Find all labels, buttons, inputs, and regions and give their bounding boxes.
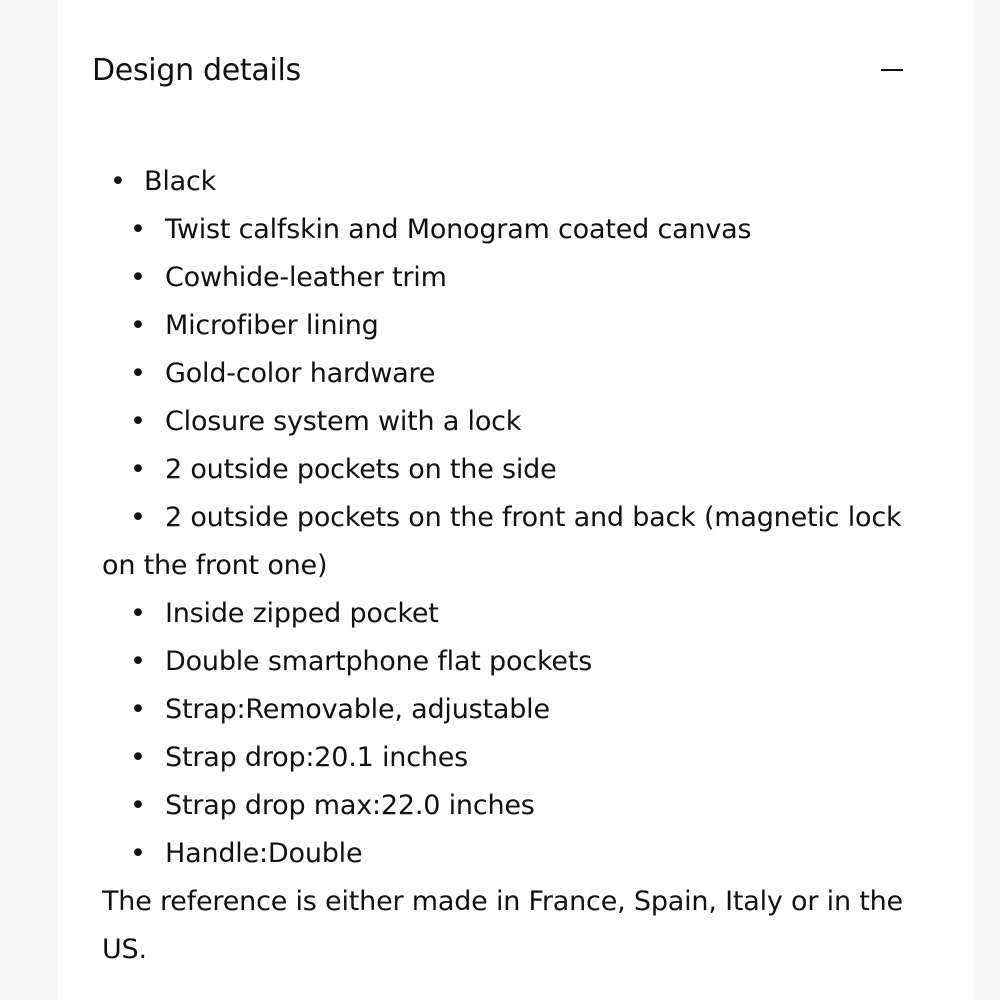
list-item — [102, 254, 922, 302]
list-item-text: Strap drop max:22.0 inches — [165, 790, 535, 821]
list-item-text: 2 outside pockets on the side — [165, 454, 557, 485]
list-item — [102, 350, 922, 398]
list-item — [102, 590, 922, 638]
section-title: Design details — [92, 52, 301, 88]
bullet: • — [130, 742, 146, 773]
list-item-text: Double smartphone flat pockets — [165, 646, 593, 677]
list-item-wrapping — [102, 494, 922, 590]
accordion-header[interactable] — [92, 48, 907, 92]
bullet: • — [130, 454, 146, 485]
list-item-text: Strap:Removable, adjustable — [165, 694, 550, 725]
bullet: • — [130, 358, 146, 389]
list-item — [102, 398, 922, 446]
bullet: • — [130, 502, 146, 533]
list-item — [102, 686, 922, 734]
list-item-text: Inside zipped pocket — [165, 598, 439, 629]
minus-icon — [881, 69, 903, 71]
list-item-text: Handle:Double — [165, 838, 363, 869]
bullet: • — [130, 598, 146, 629]
list-item — [102, 302, 922, 350]
list-item — [102, 446, 922, 494]
bullet: • — [110, 166, 126, 197]
list-item-text: Black — [144, 166, 217, 197]
list-item — [102, 206, 922, 254]
list-item — [102, 734, 922, 782]
bullet: • — [130, 310, 146, 341]
bullet: • — [130, 646, 146, 677]
list-item-text: Twist calfskin and Monogram coated canvas — [165, 214, 752, 245]
list-item-text: Strap drop:20.1 inches — [165, 742, 469, 773]
list-item-text: Cowhide-leather trim — [165, 262, 447, 293]
collapse-button[interactable] — [877, 55, 907, 85]
list-item — [102, 830, 922, 878]
list-item-text: Microfiber lining — [165, 310, 379, 341]
bullet: • — [130, 406, 146, 437]
origin-note: The reference is either made in France, Spain, Italy or in the US. — [102, 886, 903, 965]
list-item — [102, 638, 922, 686]
list-item-text: Gold-color hardware — [165, 358, 436, 389]
bullet: • — [130, 262, 146, 293]
bullet: • — [130, 214, 146, 245]
list-item-color — [102, 158, 922, 206]
bullet: • — [130, 838, 146, 869]
list-item-text: 2 outside pockets on the front and back (magnetic lock on the front one) — [102, 502, 902, 581]
details-content — [102, 158, 922, 974]
list-item-text: Closure system with a lock — [165, 406, 522, 437]
bullet: • — [130, 694, 146, 725]
bullet: • — [130, 790, 146, 821]
design-details-panel — [58, 0, 973, 1000]
list-item — [102, 782, 922, 830]
